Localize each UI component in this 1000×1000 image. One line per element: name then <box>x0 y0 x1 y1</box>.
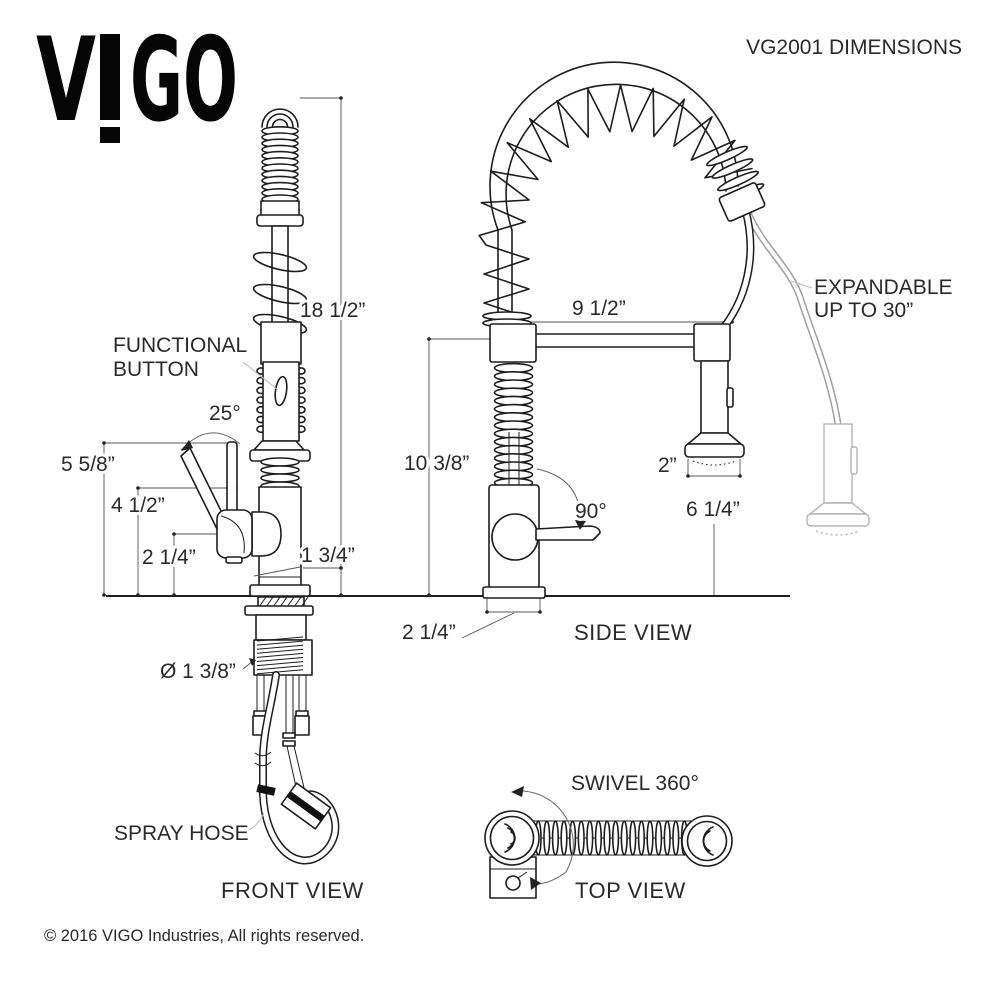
side-spout-block <box>490 324 536 362</box>
dim-total-height-label: 18 1/2” <box>300 299 366 322</box>
dim-handle-angle-label: 25° <box>209 402 241 425</box>
side-base-plate <box>483 587 545 598</box>
dim-handle-arc-label: 90° <box>575 500 607 523</box>
swivel-arrow-top <box>511 786 524 797</box>
spray-holder-block <box>694 324 730 361</box>
angle-arc-90 <box>537 469 580 527</box>
spray-hose-label: SPRAY HOSE <box>114 822 249 845</box>
handle-knuckle <box>217 510 252 558</box>
dim-spout-reach-label: 9 1/2” <box>572 297 626 320</box>
dim-height-to-arm-label: 10 3/8” <box>404 452 470 475</box>
expandable-label-1: EXPANDABLE <box>814 276 953 299</box>
side-spring-coil <box>479 85 752 318</box>
functional-button-label-1: FUNCTIONAL <box>113 334 248 357</box>
functional-button-label-2: BUTTON <box>113 358 199 381</box>
top-spout-end-right <box>682 816 732 866</box>
handle-lever-upright <box>227 442 237 518</box>
side-neck-spring <box>495 364 533 488</box>
side-handle-lever <box>536 526 600 540</box>
side-dimension-lines <box>427 320 742 638</box>
side-view-drawing <box>479 62 869 598</box>
dim-handle-top-label: 5 5/8” <box>61 453 115 476</box>
top-view-label: TOP VIEW <box>575 878 686 903</box>
front-spring-coil <box>262 127 298 204</box>
dim-base-depth-label: 2 1/4” <box>402 621 456 644</box>
supply-nut-right <box>295 716 309 735</box>
threaded-shank <box>254 640 312 675</box>
logo-letters-go: GO <box>130 13 238 148</box>
under-counter-assembly <box>245 597 335 860</box>
dim-spray-clearance-label: 6 1/4” <box>686 498 740 521</box>
front-base-spring <box>261 458 299 490</box>
side-handle-pivot <box>492 514 538 560</box>
top-spring-coil <box>518 821 696 855</box>
top-spout-end-left <box>485 811 539 865</box>
logo-letter-v: V <box>36 13 97 148</box>
front-view-label: FRONT VIEW <box>221 878 364 903</box>
dim-hole-diameter-label: Ø 1 3/8” <box>160 660 236 683</box>
side-view-label: SIDE VIEW <box>574 620 693 645</box>
logo-letter-i-dot <box>100 127 120 143</box>
logo-letter-i-stem <box>100 34 120 120</box>
dim-body-top-label: 2 1/4” <box>142 546 196 569</box>
front-collar <box>261 201 299 216</box>
copyright-text: © 2016 VIGO Industries, All rights reserved. <box>44 927 365 945</box>
side-spout-arch <box>490 62 738 230</box>
expandable-hose-ghost <box>749 215 869 535</box>
front-base-plate <box>250 585 310 596</box>
dim-base-height-label: 1 3/4” <box>301 544 355 567</box>
front-view-drawing <box>181 109 335 860</box>
vigo-logo <box>36 13 238 148</box>
front-neck-tube <box>272 226 288 326</box>
swivel-label: SWIVEL 360° <box>571 772 699 795</box>
expandable-label-2: UP TO 30” <box>814 299 914 322</box>
sheet-title: VG2001 DIMENSIONS <box>746 36 962 59</box>
front-head-block <box>261 322 301 364</box>
hose-weight <box>281 783 330 829</box>
side-spray-head <box>685 361 744 465</box>
dim-spray-width-label: 2” <box>658 454 677 477</box>
dim-handle-pivot-label: 4 1/2” <box>111 494 165 517</box>
